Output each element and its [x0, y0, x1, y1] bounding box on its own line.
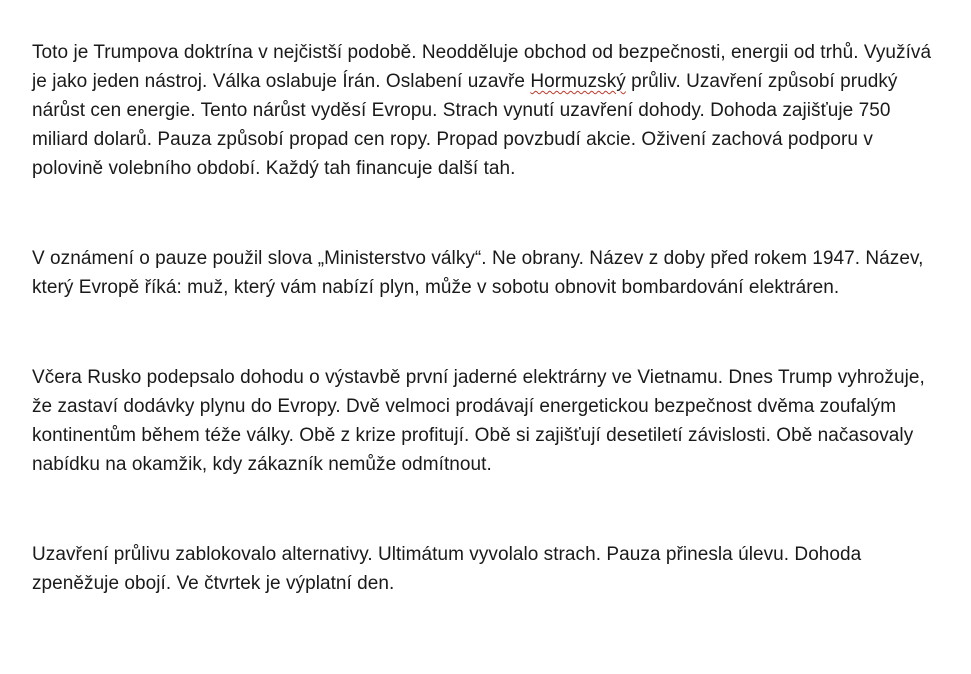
paragraph-text-after-flag: průliv. Uzavření způsobí prudký nárůst cen energie. Tento nárůst vyděsí Evropu. Strach vynutí uzavření dohody. Dohoda zajišťuje 750 miliard dolarů. Pauza způsobí propad cen ropy. Propad povzbudí akcie. Oživení zachová podporu v polovině volebního období. Každý tah financuje další tah. [32, 71, 898, 179]
paragraph-payday[interactable]: Uzavření průlivu zablokovalo alternativy. Ultimátum vyvolalo strach. Pauza přinesla úlevu. Dohoda zpeněžuje obojí. Ve čtvrtek je výplatní den. [32, 544, 862, 594]
document-body[interactable] [32, 38, 947, 598]
paragraph-russia-vietnam[interactable]: Včera Rusko podepsalo dohodu o výstavbě první jaderné elektrárny ve Vietnamu. Dnes Trump vyhrožuje, že zastaví dodávky plynu do Evropy. Dvě velmoci prodávají energetickou bezpečnost dvěma zoufalým kontinentům během téže války. Obě z krize profitují. Obě si zajišťují desetiletí závislosti. Obě načasovaly nabídku na okamžik, kdy zákazník nemůže odmítnout. [32, 367, 925, 475]
spellcheck-flagged-word[interactable]: Hormuzský [530, 71, 626, 92]
paragraph-trump-doctrine[interactable] [32, 38, 947, 183]
paragraph-text-before-flag: Toto je Trumpova doktrína v nejčistší podobě. Neodděluje obchod od bezpečnosti, energii od trhů. Využívá je jako jeden nástroj. Válka oslabuje Írán. Oslabení uzavře [32, 42, 932, 92]
paragraph-ministry-of-war[interactable]: V oznámení o pauze použil slova „Ministerstvo války“. Ne obrany. Název z doby před rokem 1947. Název, který Evropě říká: muž, který vám nabízí plyn, může v sobotu obnovit bombardování elektráren. [32, 248, 924, 298]
